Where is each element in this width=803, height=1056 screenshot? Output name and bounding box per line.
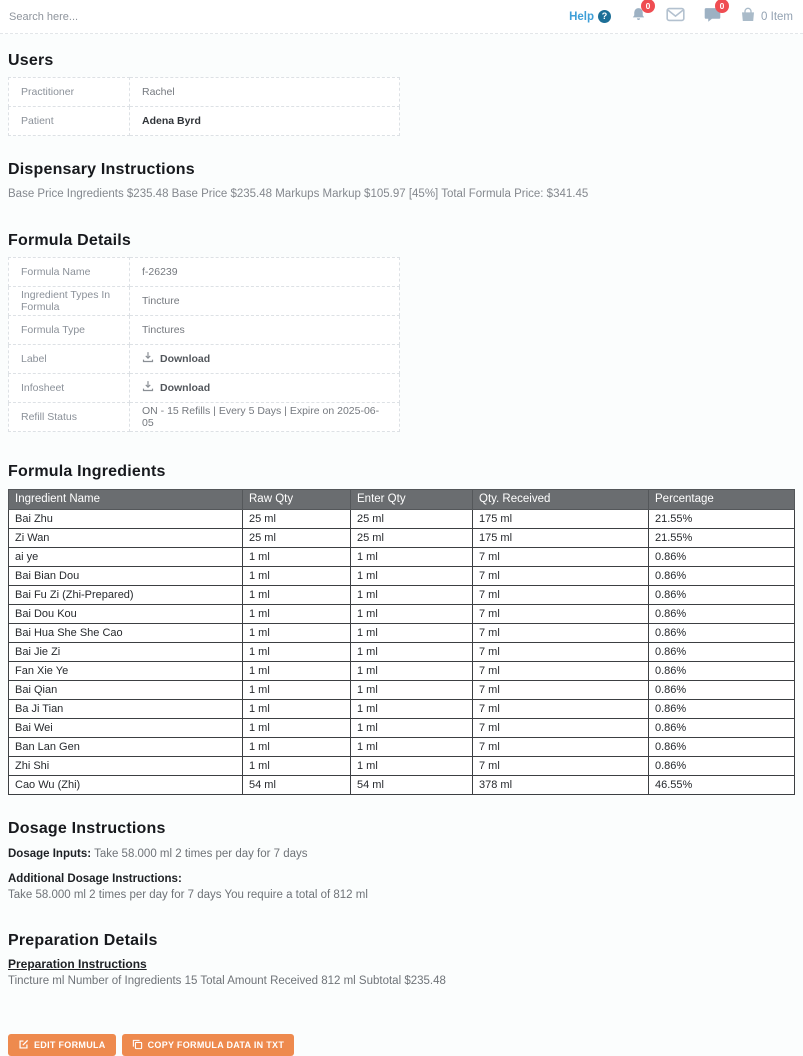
ingredient-cell: ai ye (9, 547, 243, 566)
ingredient-cell: Bai Bian Dou (9, 566, 243, 585)
ingredient-row (9, 585, 795, 604)
ingredient-cell: 1 ml (351, 756, 473, 775)
row-label: Refill Status (9, 402, 130, 431)
ingredient-cell: 7 ml (473, 699, 649, 718)
ingredient-cell: 7 ml (473, 718, 649, 737)
users-table (8, 77, 400, 136)
preparation-text: Tincture ml Number of Ingredients 15 Total Amount Received 812 ml Subtotal $235.48 (8, 974, 446, 987)
ingredient-cell: 7 ml (473, 623, 649, 642)
ingredient-cell: 7 ml (473, 604, 649, 623)
ingredient-cell: Zi Wan (9, 528, 243, 547)
ingredient-cell: 54 ml (243, 775, 351, 794)
ingredient-cell: 25 ml (243, 528, 351, 547)
ingredient-cell: 1 ml (351, 566, 473, 585)
row-value: Adena Byrd (130, 107, 400, 136)
ingredient-cell: 1 ml (243, 623, 351, 642)
edit-formula-label: EDIT FORMULA (34, 1039, 106, 1050)
ingredient-row (9, 661, 795, 680)
ingredient-cell: 0.86% (649, 604, 795, 623)
ingredient-cell: 378 ml (473, 775, 649, 794)
row-label: Infosheet (9, 373, 130, 402)
notifications-button[interactable] (630, 0, 651, 28)
row-value (130, 373, 400, 402)
ingredient-cell: 7 ml (473, 566, 649, 585)
ingredient-cell: 1 ml (243, 718, 351, 737)
dosage-heading: Dosage Instructions (8, 819, 166, 837)
ingredient-cell: 1 ml (243, 737, 351, 756)
messages-button[interactable] (666, 7, 685, 27)
help-label: Help (569, 10, 595, 23)
ingredient-cell: 1 ml (351, 642, 473, 661)
ingredient-row (9, 775, 795, 794)
row-label: Formula Name (9, 257, 130, 286)
ingredient-cell: 7 ml (473, 680, 649, 699)
ingredient-cell: 1 ml (243, 585, 351, 604)
formula-ingredients-heading: Formula Ingredients (8, 462, 166, 480)
ingredient-cell: 7 ml (473, 642, 649, 661)
comments-button[interactable] (704, 0, 725, 28)
ingredient-cell: 1 ml (351, 585, 473, 604)
column-header: Raw Qty (243, 489, 351, 509)
table-row (9, 257, 400, 286)
ingredient-cell: 21.55% (649, 528, 795, 547)
ingredient-cell: 54 ml (351, 775, 473, 794)
row-value: f-26239 (130, 257, 400, 286)
ingredient-cell: 1 ml (243, 604, 351, 623)
row-value: Tinctures (130, 315, 400, 344)
ingredient-cell: 1 ml (351, 547, 473, 566)
table-row (9, 286, 400, 315)
ingredient-cell: 7 ml (473, 547, 649, 566)
ingredient-cell: Ban Lan Gen (9, 737, 243, 756)
ingredient-cell: 25 ml (351, 509, 473, 528)
ingredient-cell: 0.86% (649, 547, 795, 566)
formula-details-heading: Formula Details (8, 231, 132, 249)
ingredient-cell: 25 ml (243, 509, 351, 528)
download-icon (142, 380, 154, 395)
ingredient-cell: 0.86% (649, 737, 795, 756)
copy-formula-label: COPY FORMULA DATA IN TXT (147, 1039, 285, 1050)
ingredient-cell: 0.86% (649, 623, 795, 642)
copy-icon (132, 1039, 143, 1050)
ingredient-cell: Bai Jie Zi (9, 642, 243, 661)
ingredient-cell: 7 ml (473, 756, 649, 775)
ingredient-cell: 46.55% (649, 775, 795, 794)
ingredient-row (9, 509, 795, 528)
ingredient-cell: 1 ml (243, 661, 351, 680)
ingredient-cell: Fan Xie Ye (9, 661, 243, 680)
ingredient-cell: 25 ml (351, 528, 473, 547)
ingredient-row (9, 528, 795, 547)
dosage-inputs-line (8, 848, 795, 860)
ingredient-cell: 0.86% (649, 718, 795, 737)
cart-count-label: 0 Item (761, 10, 793, 23)
download-link[interactable]: Download (160, 381, 211, 394)
row-label: Label (9, 344, 130, 373)
row-label: Formula Type (9, 315, 130, 344)
dosage-inputs-text: Take 58.000 ml 2 times per day for 7 days (94, 847, 308, 860)
ingredient-cell: 1 ml (351, 623, 473, 642)
ingredient-cell: 1 ml (351, 680, 473, 699)
ingredient-cell: 1 ml (243, 566, 351, 585)
ingredient-cell: 7 ml (473, 737, 649, 756)
chat-badge: 0 (715, 0, 729, 13)
row-label: Ingredient Types In Formula (9, 286, 130, 315)
ingredient-cell: 1 ml (351, 604, 473, 623)
ingredient-cell: Bai Wei (9, 718, 243, 737)
cart-button[interactable] (740, 7, 793, 26)
ingredient-cell: 1 ml (243, 642, 351, 661)
download-icon (142, 351, 154, 366)
ingredient-cell: 1 ml (243, 699, 351, 718)
ingredient-cell: 0.86% (649, 699, 795, 718)
formula-details-table (8, 257, 400, 432)
ingredient-cell: 1 ml (351, 737, 473, 756)
ingredient-row (9, 699, 795, 718)
ingredient-cell: 1 ml (351, 699, 473, 718)
copy-formula-button[interactable] (122, 1034, 295, 1056)
ingredient-cell: 175 ml (473, 509, 649, 528)
download-link[interactable]: Download (160, 352, 211, 365)
ingredient-cell: Bai Hua She She Cao (9, 623, 243, 642)
ingredient-cell: 0.86% (649, 642, 795, 661)
ingredient-cell: Cao Wu (Zhi) (9, 775, 243, 794)
ingredient-cell: 1 ml (243, 756, 351, 775)
preparation-instructions-label: Preparation Instructions (8, 956, 147, 971)
ingredient-cell: 0.86% (649, 661, 795, 680)
additional-dosage-text: Take 58.000 ml 2 times per day for 7 days You require a total of 812 ml (8, 888, 368, 901)
ingredient-row (9, 642, 795, 661)
preparation-heading: Preparation Details (8, 931, 158, 949)
row-label: Practitioner (9, 78, 130, 107)
ingredients-table (8, 489, 795, 795)
ingredient-row (9, 604, 795, 623)
ingredient-cell: Zhi Shi (9, 756, 243, 775)
row-label: Patient (9, 107, 130, 136)
column-header: Percentage (649, 489, 795, 509)
topbar (0, 0, 803, 34)
dispensary-heading: Dispensary Instructions (8, 161, 195, 178)
ingredients-header-row (9, 489, 795, 509)
table-row (9, 373, 400, 402)
help-question-icon: ? (598, 10, 611, 23)
ingredient-row (9, 623, 795, 642)
row-value (130, 344, 400, 373)
ingredient-row (9, 547, 795, 566)
row-value: Tincture (130, 286, 400, 315)
edit-formula-button[interactable] (8, 1034, 116, 1056)
table-row (9, 402, 400, 431)
search-input[interactable] (9, 11, 229, 23)
ingredient-cell: 1 ml (351, 718, 473, 737)
table-row (9, 344, 400, 373)
ingredient-cell: 0.86% (649, 585, 795, 604)
table-row (9, 78, 400, 107)
users-heading: Users (8, 52, 54, 69)
envelope-icon (666, 7, 685, 27)
ingredient-cell: 0.86% (649, 680, 795, 699)
ingredient-cell: Bai Zhu (9, 509, 243, 528)
row-value: ON - 15 Refills | Every 5 Days | Expire on 2025-06-05 (130, 402, 400, 431)
topbar-right (569, 0, 793, 28)
table-row (9, 107, 400, 136)
ingredient-cell: Bai Dou Kou (9, 604, 243, 623)
dispensary-pricing-text: Base Price Ingredients $235.48 Base Price $235.48 Markups Markup $105.97 [45%] Total Formula Price: $341.45 (8, 188, 589, 200)
ingredient-cell: 7 ml (473, 661, 649, 680)
ingredient-cell: Bai Fu Zi (Zhi-Prepared) (9, 585, 243, 604)
action-bar (8, 1034, 795, 1056)
notification-badge: 0 (641, 0, 655, 13)
ingredient-cell: 7 ml (473, 585, 649, 604)
ingredient-cell: 1 ml (243, 547, 351, 566)
additional-dosage-label: Additional Dosage Instructions: (8, 872, 182, 885)
row-value: Rachel (130, 78, 400, 107)
help-link[interactable] (569, 10, 611, 23)
main-content (0, 52, 803, 1056)
ingredient-cell: Ba Ji Tian (9, 699, 243, 718)
ingredient-cell: 175 ml (473, 528, 649, 547)
table-row (9, 315, 400, 344)
ingredient-cell: 21.55% (649, 509, 795, 528)
ingredient-row (9, 737, 795, 756)
ingredient-row (9, 566, 795, 585)
column-header: Ingredient Name (9, 489, 243, 509)
edit-icon (18, 1039, 29, 1050)
ingredient-cell: 1 ml (243, 680, 351, 699)
shopping-bag-icon (740, 7, 756, 26)
ingredient-cell: 0.86% (649, 756, 795, 775)
column-header: Qty. Received (473, 489, 649, 509)
ingredient-row (9, 680, 795, 699)
ingredient-row (9, 718, 795, 737)
ingredient-cell: 0.86% (649, 566, 795, 585)
ingredient-cell: 1 ml (351, 661, 473, 680)
dosage-inputs-label: Dosage Inputs: (8, 847, 92, 860)
ingredient-cell: Bai Qian (9, 680, 243, 699)
column-header: Enter Qty (351, 489, 473, 509)
ingredient-row (9, 756, 795, 775)
